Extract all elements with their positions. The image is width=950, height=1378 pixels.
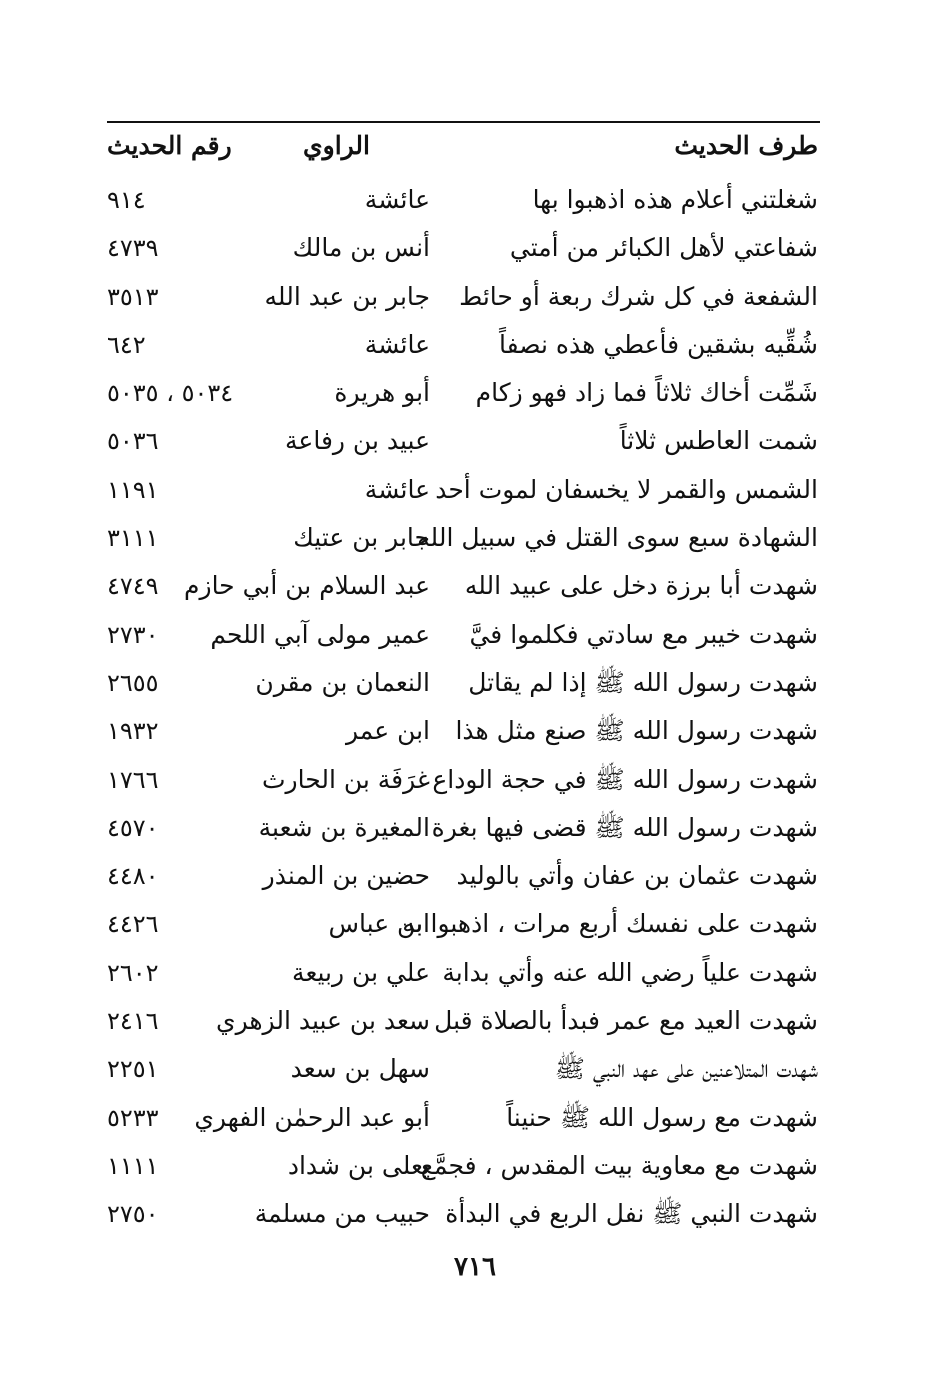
hadith-number: ١١١١ bbox=[107, 1151, 159, 1180]
table-row bbox=[0, 564, 950, 612]
rawi-name: علي بن ربيعة bbox=[292, 957, 430, 987]
header-top-rule bbox=[107, 121, 820, 123]
rawi-name: سهل بن سعد bbox=[290, 1054, 430, 1084]
rawi-name: يعلى بن شداد bbox=[287, 1150, 430, 1180]
hadith-text: الشمس والقمر لا يخسفان لموت أحد bbox=[435, 474, 818, 504]
hadith-text: شهدت علياً رضي الله عنه وأتي بدابة bbox=[442, 957, 818, 987]
hadith-number: ١٩٣٢ bbox=[107, 717, 159, 746]
table-row bbox=[0, 999, 950, 1047]
hadith-number: ٥٠٣٦ bbox=[107, 427, 159, 456]
rawi-name: أنس بن مالك bbox=[292, 233, 430, 263]
rawi-name: عمير مولى آبي اللحم bbox=[210, 619, 430, 649]
hadith-number: ٥٠٣٤ ، ٥٠٣٥ bbox=[107, 379, 234, 408]
hadith-index-table bbox=[0, 178, 950, 1241]
table-row bbox=[0, 275, 950, 323]
rawi-name: غرَفَة بن الحارث bbox=[261, 764, 430, 794]
table-header bbox=[0, 124, 950, 168]
hadith-number: ٦٤٢ bbox=[107, 330, 146, 359]
hadith-number: ٢٢٥١ bbox=[107, 1055, 159, 1084]
hadith-number: ٢٧٣٠ bbox=[107, 620, 159, 649]
hadith-number: ٤٥٧٠ bbox=[107, 813, 159, 842]
hadith-text: الشفعة في كل شرك ربعة أو حائط bbox=[459, 281, 818, 311]
rawi-name: عائشة bbox=[364, 474, 430, 504]
table-row bbox=[0, 854, 950, 902]
rawi-name: جابر بن عتيك bbox=[293, 523, 430, 553]
rawi-name: أبو عبد الرحمٰن الفهري bbox=[194, 1102, 430, 1132]
table-row bbox=[0, 1096, 950, 1144]
table-row bbox=[0, 902, 950, 950]
hadith-text: الشهادة سبع سوى القتل في سبيل الله bbox=[417, 523, 818, 553]
rawi-name: عائشة bbox=[364, 329, 430, 359]
hadith-text: شهدت رسول الله ﷺ في حجة الوداع bbox=[432, 764, 818, 794]
hadith-number: ٣٥١٣ bbox=[107, 282, 159, 311]
rawi-name: حضين بن المنذر bbox=[262, 861, 430, 891]
table-row bbox=[0, 371, 950, 419]
hadith-text: شهدت مع معاوية بيت المقدس ، فجمَّع bbox=[420, 1150, 818, 1180]
table-row bbox=[0, 323, 950, 371]
hadith-number: ٩١٤ bbox=[107, 186, 146, 214]
table-row bbox=[0, 758, 950, 806]
hadith-text: شهدت مع رسول الله ﷺ حنيناً bbox=[506, 1102, 818, 1132]
hadith-number: ٢٧٥٠ bbox=[107, 1200, 159, 1229]
header-number: رقم الحديث bbox=[107, 131, 232, 160]
table-row bbox=[0, 178, 950, 226]
rawi-name: أبو هريرة bbox=[334, 378, 430, 408]
rawi-name: جابر بن عبد الله bbox=[264, 281, 430, 311]
hadith-text: شمت العاطس ثلاثاً bbox=[619, 426, 818, 456]
rawi-name: حبيب من مسلمة bbox=[254, 1199, 430, 1229]
hadith-text: شهدت أبا برزة دخل على عبيد الله bbox=[464, 571, 818, 601]
rawi-name: النعمان بن مقرن bbox=[255, 667, 430, 697]
hadith-text: شَمِّت أخاك ثلاثاً فما زاد فهو زكام bbox=[475, 378, 818, 408]
table-row bbox=[0, 709, 950, 757]
hadith-text: شهدت رسول الله ﷺ صنع مثل هذا bbox=[455, 716, 818, 746]
hadith-number: ٣١١١ bbox=[107, 524, 159, 553]
table-row bbox=[0, 1144, 950, 1192]
hadith-text: شهدت رسول الله ﷺ إذا لم يقاتل bbox=[468, 667, 818, 697]
hadith-number: ٥٢٣٣ bbox=[107, 1103, 159, 1132]
hadith-text: شُقِّيه بشقين فأعطي هذه نصفاً bbox=[499, 329, 818, 359]
table-row bbox=[0, 951, 950, 999]
hadith-text: شهدت العيد مع عمر فبدأ بالصلاة قبل bbox=[434, 1006, 818, 1036]
rawi-name: سعد بن عبيد الزهري bbox=[216, 1006, 430, 1036]
hadith-number: ٤٤٢٦ bbox=[107, 910, 159, 939]
hadith-text: شهدت عثمان بن عفان وأتي بالوليد bbox=[456, 861, 818, 891]
page-number: ٧١٦ bbox=[454, 1252, 496, 1282]
hadith-number: ٤٧٣٩ bbox=[107, 234, 159, 263]
rawi-name: عائشة bbox=[364, 185, 430, 214]
table-row bbox=[0, 661, 950, 709]
rawi-name: عبد السلام بن أبي حازم bbox=[184, 571, 430, 601]
hadith-text: شهدت المتلاعنين على عهد النبي ﷺ bbox=[554, 1054, 818, 1084]
table-row bbox=[0, 806, 950, 854]
table-row bbox=[0, 516, 950, 564]
rawi-name: عبيد بن رفاعة bbox=[285, 426, 430, 456]
hadith-number: ٤٧٤٩ bbox=[107, 572, 159, 601]
hadith-text: شهدت خيبر مع سادتي فكلموا فيَّ bbox=[469, 619, 818, 649]
table-row bbox=[0, 468, 950, 516]
hadith-text: شهدت رسول الله ﷺ قضى فيها بغرة bbox=[431, 812, 818, 842]
rawi-name: المغيرة بن شعبة bbox=[258, 812, 430, 842]
rawi-name: ابن عباس bbox=[328, 909, 430, 939]
table-row bbox=[0, 613, 950, 661]
hadith-number: ٤٤٨٠ bbox=[107, 862, 159, 891]
table-row bbox=[0, 226, 950, 274]
table-row bbox=[0, 1047, 950, 1095]
hadith-number: ١٧٦٦ bbox=[107, 765, 159, 794]
hadith-number: ٢٦٠٢ bbox=[107, 958, 159, 987]
hadith-number: ١١٩١ bbox=[107, 475, 159, 504]
table-row bbox=[0, 1192, 950, 1240]
hadith-text: شهدت النبي ﷺ نفل الربع في البدأة bbox=[445, 1199, 818, 1229]
hadith-number: ٢٤١٦ bbox=[107, 1007, 159, 1036]
header-hadith: طرف الحديث bbox=[674, 131, 818, 160]
rawi-name: ابن عمر bbox=[345, 716, 430, 746]
hadith-text: شغلتني أعلام هذه اذهبوا بها bbox=[532, 185, 818, 214]
hadith-text: شهدت على نفسك أربع مرات ، اذهبوا به bbox=[402, 909, 818, 939]
hadith-number: ٢٦٥٥ bbox=[107, 668, 159, 697]
table-row bbox=[0, 419, 950, 467]
hadith-text: شفاعتي لأهل الكبائر من أمتي bbox=[509, 233, 818, 263]
header-rawi: الراوي bbox=[303, 131, 370, 160]
